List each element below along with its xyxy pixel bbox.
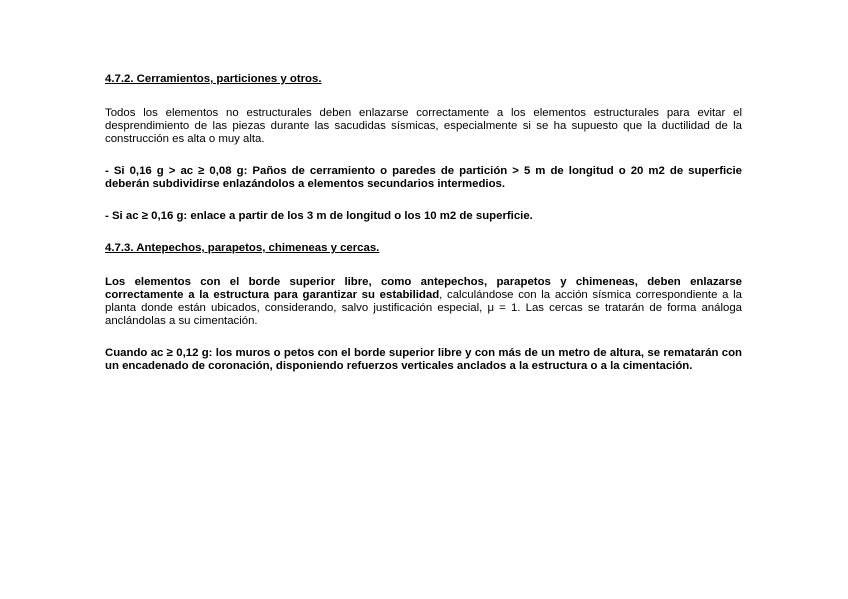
paragraph-free-edge-elements [105,276,742,328]
section-heading-4-7-3: 4.7.3. Antepechos, parapetos, chimeneas y cercas. [105,242,380,254]
paragraph-free-edge-regular-part: , calculándose con la acción sísmica correspondiente a la planta donde están ubicados, considerando, salvo justificación especial, μ = 1. Las cercas se tratarán de forma análoga anclándolas a su cimentación. [105,289,742,327]
section-heading-4-7-2: 4.7.2. Cerramientos, particiones y otros. [105,73,322,85]
paragraph-walls-parapets-rule: Cuando ac ≥ 0,12 g: los muros o petos con el borde superior libre y con más de un metro de altura, se rematarán con un encadenado de coronación, disponiendo refuerzos verticales anclados a la estructura o a la cimentación. [105,347,742,372]
paragraph-partition-rule-high: - Si ac ≥ 0,16 g: enlace a partir de los 3 m de longitud o los 10 m2 de superficie. [105,210,533,222]
paragraph-partition-rule-low: - Si 0,16 g > ac ≥ 0,08 g: Paños de cerramiento o paredes de partición > 5 m de longitud o 20 m2 de superficie deberán subdividirse enlazándolos a elementos secundarios intermedios. [105,165,742,190]
paragraph-free-edge-bold-part: Los elementos con el borde superior libre, como antepechos, parapetos y chimeneas, deben enlazarse correctamente a la estructura para garantizar su estabilidad [105,276,742,301]
paragraph-non-structural-elements: Todos los elementos no estructurales deben enlazarse correctamente a los elementos estructurales para evitar el desprendimiento de las piezas durante las sacudidas sísmicas, especialmente si se ha supuesto que la ductilidad de la construcción es alta o muy alta. [105,107,742,145]
document-content [105,73,742,373]
